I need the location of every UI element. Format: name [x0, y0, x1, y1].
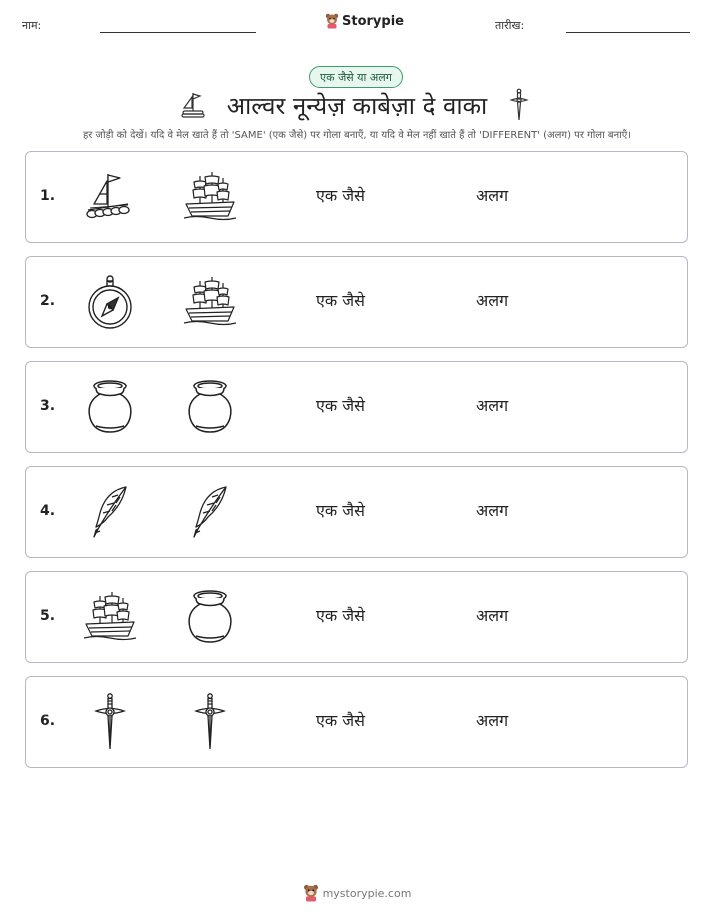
title-sword-icon	[508, 88, 530, 122]
question-row	[25, 256, 688, 348]
question-number: 2.	[40, 293, 56, 309]
quill-icon	[82, 483, 138, 541]
same-option[interactable]: एक जैसे	[316, 291, 365, 310]
sword-icon	[82, 693, 138, 751]
pot-icon	[182, 378, 238, 436]
sword-icon	[182, 693, 238, 751]
worksheet-title: आल्वर नून्येज़ काबेज़ा दे वाका	[226, 92, 488, 120]
pot-icon	[82, 378, 138, 436]
compass-icon	[82, 273, 138, 331]
question-row	[25, 676, 688, 768]
bear-mascot-icon	[325, 13, 339, 29]
raft-icon	[82, 168, 138, 226]
name-line[interactable]	[100, 32, 256, 33]
different-option[interactable]: अलग	[476, 186, 509, 205]
same-option[interactable]: एक जैसे	[316, 606, 365, 625]
question-number: 5.	[40, 608, 56, 624]
question-row	[25, 151, 688, 243]
footer	[0, 884, 714, 902]
question-number: 1.	[40, 188, 56, 204]
question-number: 4.	[40, 503, 56, 519]
same-option[interactable]: एक जैसे	[316, 396, 365, 415]
same-option[interactable]: एक जैसे	[316, 186, 365, 205]
question-number: 3.	[40, 398, 56, 414]
brand-logo	[325, 13, 404, 29]
ship-icon	[182, 168, 238, 226]
instructions-text: हर जोड़ी को देखें। यदि वे मेल खाते हैं तो 'SAME' (एक जैसे) पर गोला बनाएँ, या यदि वे मेल नहीं खाते हैं तो 'DIFFERENT' (अलग) पर गोला बनाएँ।	[82, 130, 632, 141]
date-line[interactable]	[566, 32, 690, 33]
question-number: 6.	[40, 713, 56, 729]
different-option[interactable]: अलग	[476, 606, 509, 625]
ship-icon	[82, 588, 138, 646]
same-option[interactable]: एक जैसे	[316, 711, 365, 730]
date-label: तारीख:	[495, 19, 525, 32]
question-row	[25, 361, 688, 453]
question-row	[25, 466, 688, 558]
name-label: नाम:	[22, 19, 42, 32]
different-option[interactable]: अलग	[476, 711, 509, 730]
question-row	[25, 571, 688, 663]
ship-icon	[182, 273, 238, 331]
different-option[interactable]: अलग	[476, 501, 509, 520]
quill-icon	[182, 483, 238, 541]
different-option[interactable]: अलग	[476, 396, 509, 415]
different-option[interactable]: अलग	[476, 291, 509, 310]
same-option[interactable]: एक जैसे	[316, 501, 365, 520]
footer-site[interactable]: mystorypie.com	[322, 886, 412, 900]
worksheet-type-badge: एक जैसे या अलग	[309, 66, 403, 88]
brand-name: Storypie	[342, 13, 404, 29]
pot-icon	[182, 588, 238, 646]
bear-mascot-icon	[303, 884, 319, 902]
